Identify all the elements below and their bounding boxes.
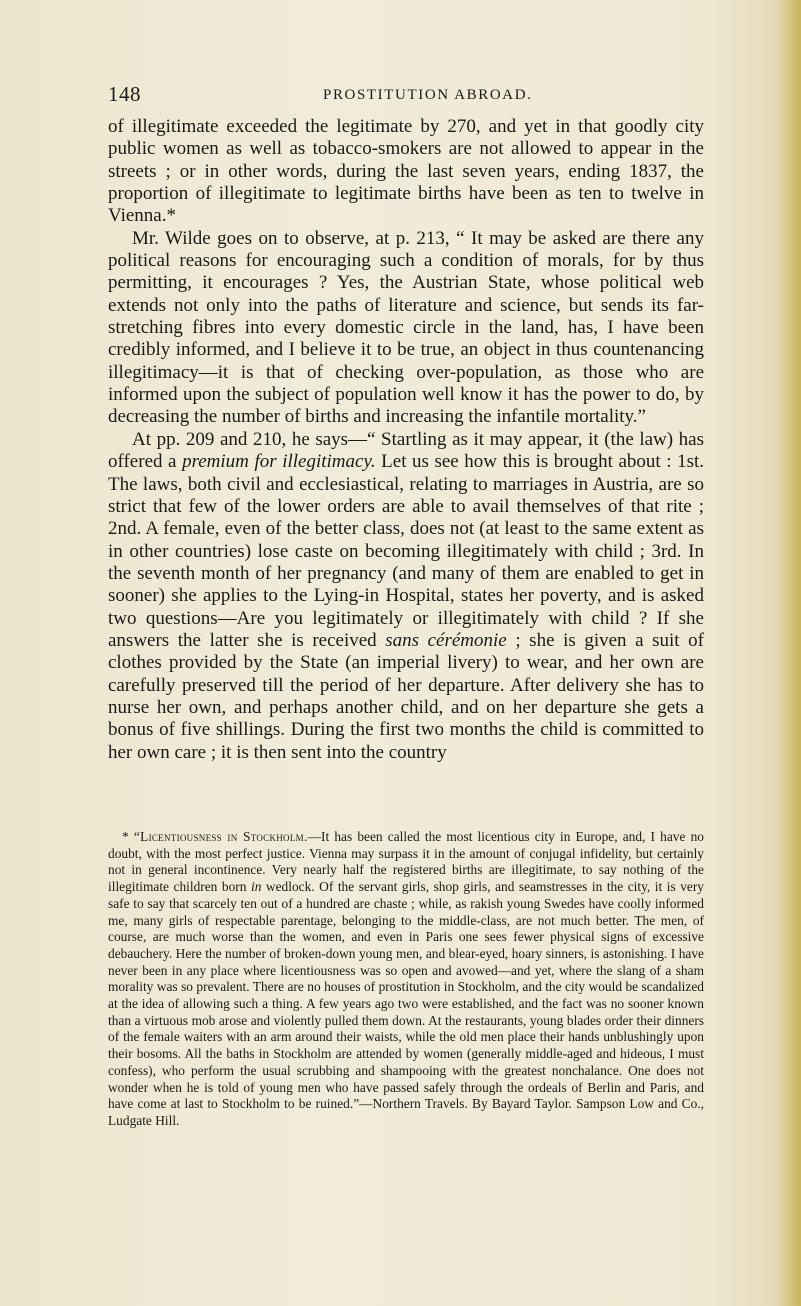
paragraph-2: Mr. Wilde goes on to observe, at p. 213, “ It may be asked are there any political reasons for encouraging such a condition of morals, for by thus permitting, it encourages ? Yes, the Austrian State, whose political web extends not only into the paths of literature and science, but sends its far-stretching fibres into every domestic circle in the land, has, I have been credibly informed, and I believe it to be true, an object in thus countenancing illegitimacy—it is that of checking over-population, as those who are informed upon the subject of population well know it has the power to do, by decreasing the number of births and increasing the infantile mortality.” [108,227,704,428]
footnote-heading: “Licentiousness in Stockholm. [133,829,308,844]
footnote-text-a: —It has been called the most licentious city in Europe, and, I have no doubt, with the most perfect justice. Vienna may surpass it in the amount of conjugal infidelity, but certainly not in general incontinence. Very nearly half the registered births are illegitimate, to say nothing of the illegitimate children born [108,829,704,895]
paragraph-3-text-b: Let us see how this is brought about : 1st. The laws, both civil and ecclesiastical, relating to marriages in Austria, are so strict that few of the lower orders are able to avail themselves of that rite ; 2nd. A female, even of the better class, does not (at least to the same extent as in other countries) lose caste on becoming illegitimately with child ; 3rd. In the seventh month of her pregnancy (and many of them are enabled to get in sooner) she applies to the Lying-in Hospital, states her poverty, and is asked two questions—Are you legitimately or illegitimately with child ? If she answers the latter she is received [108,451,705,651]
paragraph-1: of illegitimate exceeded the legitimate by 270, and yet in that goodly city public women as well as tobacco-smokers are not allowed to appear in the streets ; or in other words, during the last seven years, ending 1837, the proportion of illegitimate to legitimate births have been as ten to twelve in Vienna.* [108,116,704,227]
footnote [108,829,704,1130]
paragraph-3 [108,429,704,764]
footnote-italic-in: in [250,879,262,895]
page-number: 148 [108,82,141,106]
page-edge-stain [779,0,801,1306]
running-head: PROSTITUTION ABROAD. [323,87,533,103]
paragraph-3-text-c: ; she is given a suit of clothes provided by the State (an imperial livery) to wear, and her own are carefully preserved till the period of her departure. After delivery she has to nurse her own, and perhaps another child, and on her departure she gets a bonus of five shillings. During the first two months the child is committed to her own care ; it is then sent into the country [108,629,704,763]
footnote-text-b: wedlock. Of the servant girls, shop girls, and seamstresses in the city, it is very safe to say that scarcely ten out of a hundred are chaste ; while, as rakish young Swedes have coolly informed me, many girls of respectable parentage, belonging to the middle-class, are not much better. The men, of course, are much worse than the women, and even in Paris one sees fewer physical signs of excessive debauchery. Here the number of broken-down young men, and blear-eyed, hoary sinners, is astonishing. I have never been in any place where licentiousness was so open and avowed—and yet, where the slang of a sham morality was so prevalent. There are no houses of prostitution in Stockholm, and the city would be scandalized at the idea of allowing such a thing. A few years ago two were established, and the fact was no sooner known than a virtuous mob arose and violently pulled them down. At the restaurants, young blades order their dinners of the female waiters with an arm around their waists, while the old men place their hands unblushingly upon their bosoms. All the baths in Stockholm are attended by women (generally middle-aged and hideous, I must confess), who perform the usual scrubbing and shampooing with the greatest nonchalance. One does not wonder when he is told of young men who have passed safely through the ordeals of Berlin and Paris, and have come at last to Stockholm to be ruined.”—Northern Travels. By Bayard Taylor. Sampson Low and Co., Ludgate Hill. [108,879,704,1128]
footnote-paragraph [108,829,704,1130]
paragraph-3-text-a: At pp. 209 and 210, he says—“ Startling as it may appear, it (the law) has offered a [108,428,704,473]
paragraph-3-italic-premium: premium for illegitimacy. [182,451,376,473]
body-text [108,116,704,764]
footnote-marker: * [122,829,129,844]
paragraph-3-italic-sans-ceremonie: sans cérémonie [385,629,507,651]
page-header [108,82,704,116]
